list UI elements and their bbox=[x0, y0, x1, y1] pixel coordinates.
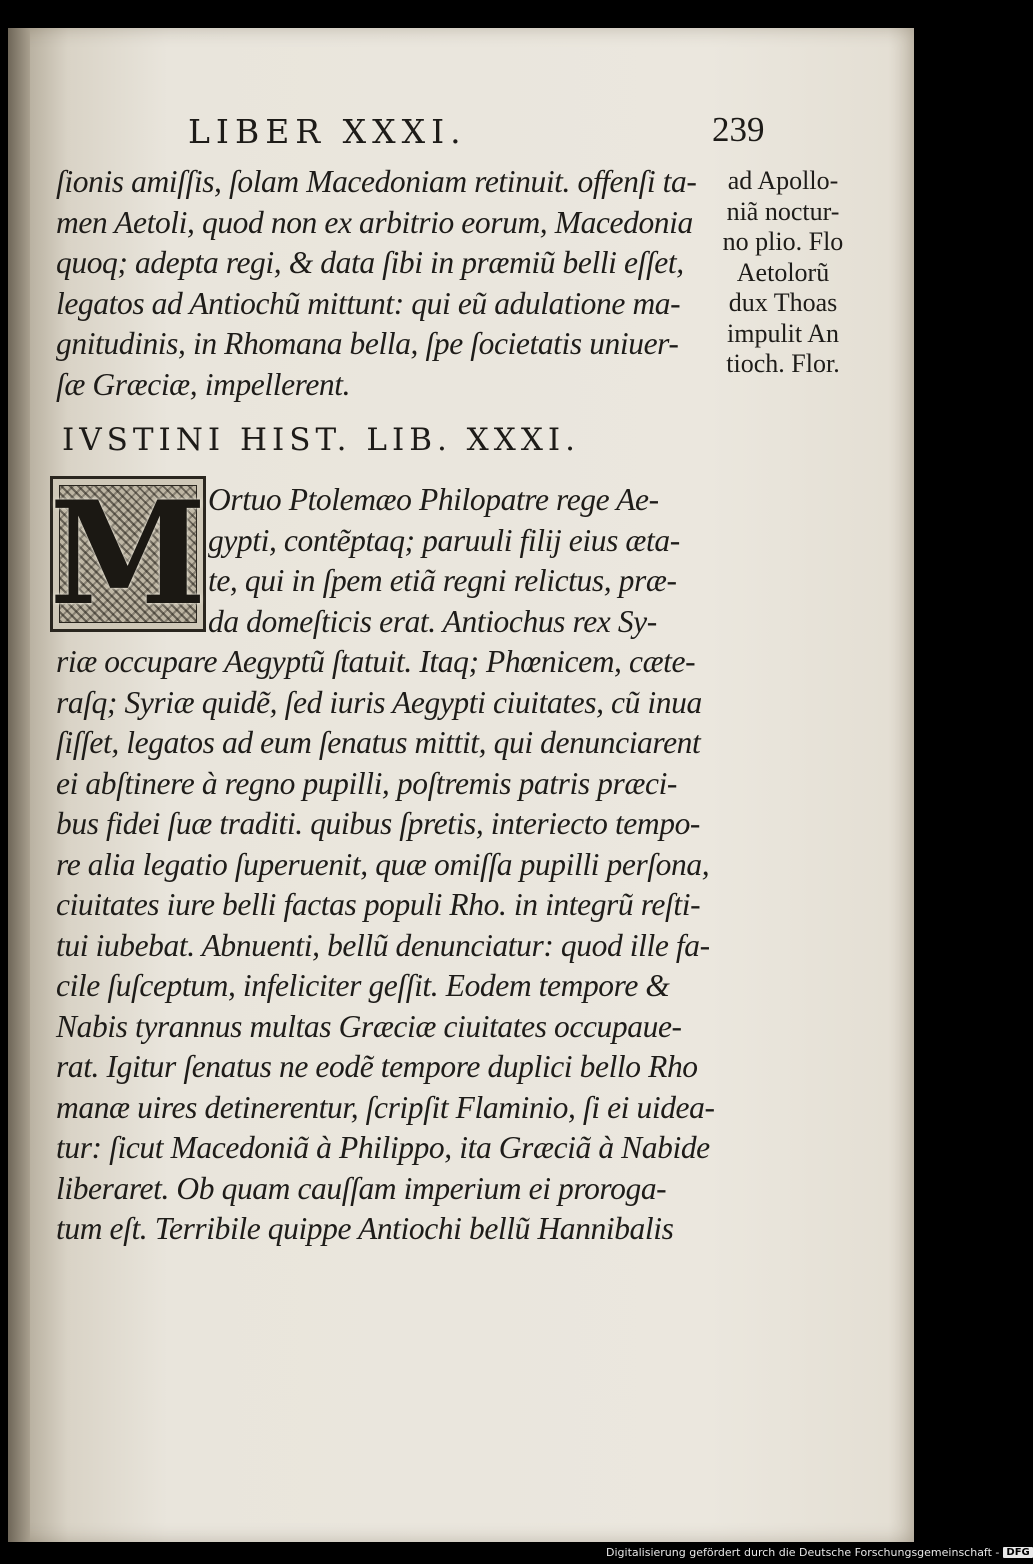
main-paragraph bbox=[56, 480, 715, 1250]
margin-note-line: tioch. Flor. bbox=[726, 349, 840, 378]
top-paragraph bbox=[56, 162, 696, 405]
text-line: ſæ Græciæ, impellerent. bbox=[56, 366, 351, 402]
marginal-note bbox=[708, 166, 858, 380]
text-line: liberaret. Ob quam cauſſam imperium ei proroga- bbox=[56, 1170, 667, 1206]
text-line: raſq; Syriæ quidẽ, ſed iuris Aegypti ciuitates, cũ inua bbox=[56, 684, 702, 720]
text-line: da domeſticis erat. Antiochus rex Sy- bbox=[208, 603, 657, 639]
text-line: bus fidei ſuæ traditi. quibus ſpretis, interiecto tempo- bbox=[56, 806, 701, 841]
running-head: LIBER XXXI. bbox=[188, 112, 467, 151]
text-line: te, qui in ſpem etiã regni relictus, præ- bbox=[208, 563, 677, 598]
text-line: tur: ſicut Macedoniã à Philippo, ita Græciã à Nabide bbox=[56, 1130, 710, 1165]
text-line: ciuitates iure belli factas populi Rho. in integrũ reſti- bbox=[56, 887, 701, 922]
text-line: tum eſt. Terribile quippe Antiochi bellũ Hannibalis bbox=[56, 1211, 674, 1246]
margin-note-line: ad Apollo- bbox=[727, 166, 839, 195]
text-line: rat. Igitur ſenatus ne eodẽ tempore duplici bello Rho bbox=[56, 1049, 698, 1084]
text-line: ſiſſet, legatos ad eum ſenatus mittit, qui denunciarent bbox=[56, 725, 701, 760]
initial-letter: M bbox=[49, 471, 207, 637]
text-line: ei abſtinere à regno pupilli, poſtremis patris præci- bbox=[56, 765, 678, 801]
text-line: cile ſuſceptum, infeliciter geſſit. Eodem tempore & bbox=[56, 968, 670, 1003]
text-line: tui iubebat. Abnuenti, bellũ denunciatur: quod ille fa- bbox=[56, 927, 710, 963]
margin-note-line: impulit An bbox=[727, 318, 839, 348]
digitization-credit bbox=[606, 1546, 1033, 1559]
margin-note-line: niã noctur- bbox=[726, 196, 840, 226]
text-line: re alia legatio ſuperuenit, quæ omiſſa pupilli perſona, bbox=[56, 846, 710, 882]
text-line: gnitudinis, in Rhomana bella, ſpe ſocietatis uniuer- bbox=[56, 326, 679, 361]
dfg-logo: DFG bbox=[1003, 1547, 1032, 1558]
text-line: Ortuo Ptolemæo Philopatre rege Ae- bbox=[208, 482, 659, 517]
text-line: Nabis tyrannus multas Græciæ ciuitates occupaue- bbox=[56, 1008, 682, 1044]
page-gutter-shadow bbox=[8, 28, 30, 1542]
text-line: quoq; adepta regi, & data ſibi in præmiũ belli eſſet, bbox=[56, 245, 684, 280]
margin-note-line: no plio. Flo bbox=[722, 227, 844, 256]
page-number: 239 bbox=[712, 110, 765, 149]
text-line: gypti, contẽptaq; paruuli filij eius æta- bbox=[208, 522, 680, 558]
text-line: men Aetoli, quod non ex arbitrio eorum, Macedonia bbox=[56, 204, 693, 240]
section-heading: IVSTINI HIST. LIB. XXXI. bbox=[62, 422, 580, 458]
margin-note-line: dux Thoas bbox=[728, 288, 838, 317]
text-line: legatos ad Antiochũ mittunt: qui eũ adulatione ma- bbox=[56, 285, 681, 321]
text-line: manæ uires detinerentur, ſcripſit Flaminio, ſi ei uidea- bbox=[56, 1089, 715, 1125]
credit-text: Digitalisierung gefördert durch die Deutsche Forschungsgemeinschaft - bbox=[606, 1546, 1000, 1559]
margin-note-line: Aetolorũ bbox=[736, 257, 830, 287]
text-line: ſionis amiſſis, ſolam Macedoniam retinuit. offenſi ta- bbox=[56, 164, 697, 199]
text-line: riæ occupare Aegyptũ ſtatuit. Itaq; Phœnicem, cæte- bbox=[56, 644, 696, 679]
